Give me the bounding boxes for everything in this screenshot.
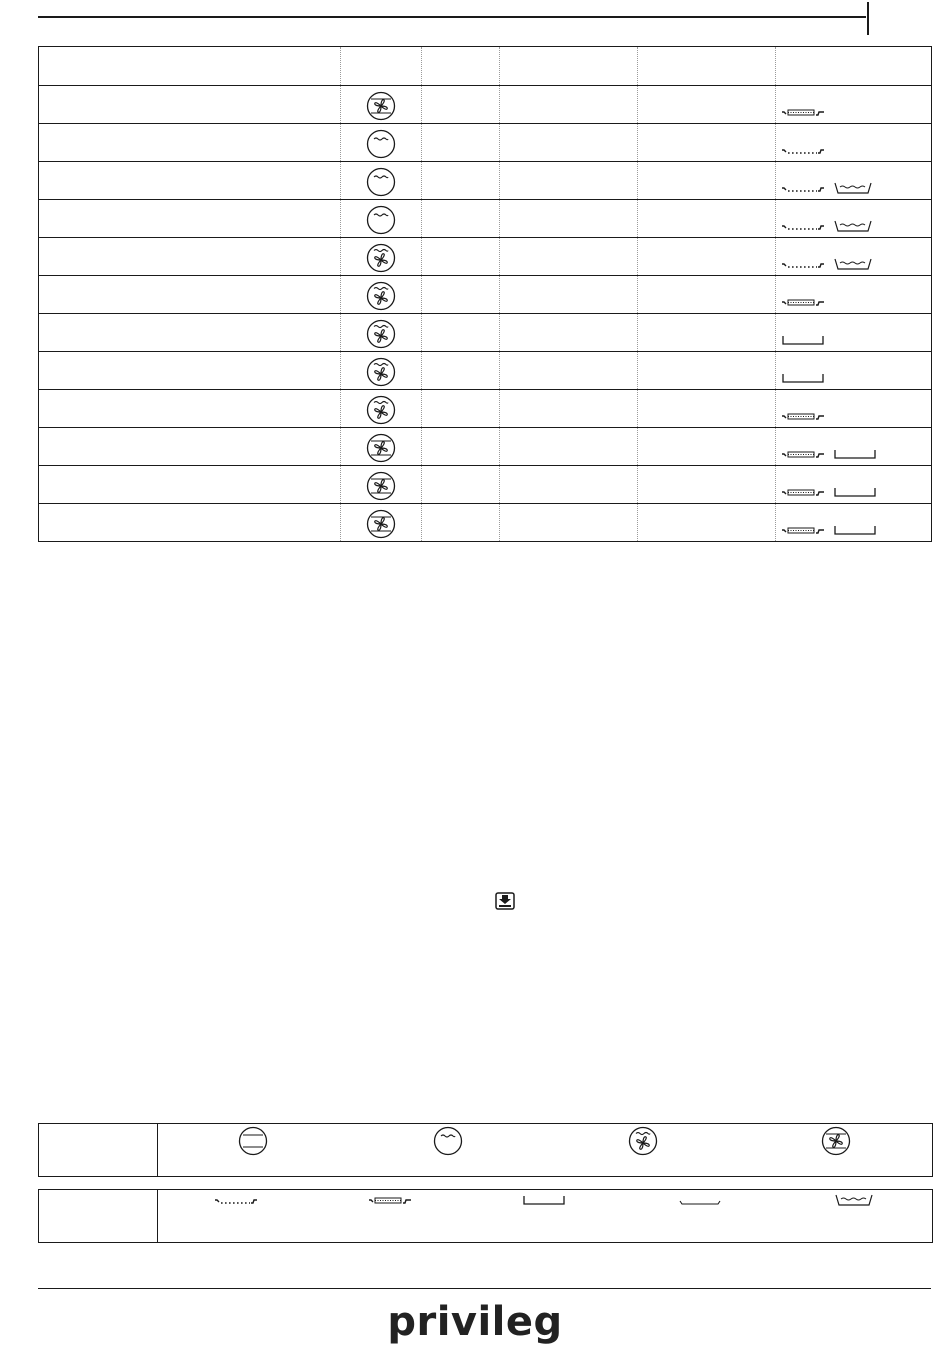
grill-fan-icon <box>366 395 396 425</box>
grill-rack-icon <box>368 1192 412 1208</box>
table-cell <box>638 466 776 504</box>
legend-functions <box>38 1123 933 1177</box>
grill-rack-icon <box>781 522 825 538</box>
legend-functions-cell <box>158 1124 933 1177</box>
table-cell <box>422 466 500 504</box>
conventional-fan-icon <box>366 91 396 121</box>
grill-rack-icon <box>781 104 825 120</box>
table-cell <box>39 86 341 124</box>
table-cell <box>422 390 500 428</box>
cooking-function-table <box>38 46 932 542</box>
baking-tray-icon <box>781 332 825 348</box>
baking-tray-icon <box>833 484 877 500</box>
table-cell <box>638 314 776 352</box>
accessory-group <box>781 254 873 272</box>
table-cell <box>39 200 341 238</box>
table-row <box>39 428 932 466</box>
grill-fan-icon <box>366 281 396 311</box>
footer-rule <box>38 1288 931 1289</box>
table-cell <box>39 124 341 162</box>
table-row <box>39 314 932 352</box>
table-cell <box>341 200 422 238</box>
table-cell <box>341 238 422 276</box>
grill-rack-icon <box>781 294 825 310</box>
drip-tray-icon <box>833 180 873 196</box>
table-cell <box>638 162 776 200</box>
accessory-group <box>781 520 877 538</box>
legend-item <box>834 1192 874 1213</box>
table-row <box>39 238 932 276</box>
top-heat-icon <box>366 205 396 235</box>
legend-item <box>238 1126 268 1161</box>
header-tick <box>867 2 869 35</box>
table-cell <box>39 352 341 390</box>
table-cell <box>638 504 776 542</box>
table-cell <box>500 428 638 466</box>
grill-rack-icon <box>781 484 825 500</box>
top-heat-icon <box>366 129 396 159</box>
drip-tray-icon <box>833 256 873 272</box>
wire-shelf-icon <box>781 180 825 196</box>
table-cell <box>776 466 932 504</box>
table-row <box>39 504 932 542</box>
baking-tray-icon <box>781 370 825 386</box>
table-cell <box>776 390 932 428</box>
baking-tray-icon <box>833 446 877 462</box>
baking-tray-icon <box>833 522 877 538</box>
table-cell <box>341 390 422 428</box>
table-cell <box>500 314 638 352</box>
table-row <box>39 200 932 238</box>
accessory-group <box>781 444 877 462</box>
table-row <box>39 86 932 124</box>
table-cell <box>500 124 638 162</box>
brand-logo: privileg <box>387 1299 563 1345</box>
legend-item <box>628 1126 658 1161</box>
table-cell <box>422 352 500 390</box>
table-cell <box>39 276 341 314</box>
table-header-row <box>39 47 932 86</box>
legend-accessories <box>38 1189 933 1243</box>
table-cell <box>500 504 638 542</box>
table-cell <box>776 504 932 542</box>
legend-item <box>433 1126 463 1161</box>
table-cell <box>341 276 422 314</box>
table-cell <box>39 314 341 352</box>
table-cell <box>39 466 341 504</box>
table-cell <box>776 352 932 390</box>
table-cell <box>422 238 500 276</box>
table-cell <box>422 428 500 466</box>
conventional-fan-icon <box>366 471 396 501</box>
table-cell <box>776 86 932 124</box>
accessory-group <box>781 406 825 424</box>
legend-accessories-cell <box>158 1190 933 1243</box>
table-cell <box>422 276 500 314</box>
table-cell <box>341 162 422 200</box>
table-cell <box>341 86 422 124</box>
top-heat-icon <box>366 167 396 197</box>
table-cell <box>638 86 776 124</box>
table-cell <box>39 504 341 542</box>
wire-shelf-icon <box>214 1192 258 1208</box>
wire-shelf-icon <box>781 218 825 234</box>
table-cell <box>500 466 638 504</box>
drip-tray-icon <box>833 218 873 234</box>
table-cell <box>638 238 776 276</box>
legend-label-cell <box>39 1190 158 1243</box>
table-cell <box>341 466 422 504</box>
table-row <box>39 390 932 428</box>
accessory-group <box>781 292 825 310</box>
table-cell <box>422 504 500 542</box>
legend-item <box>368 1192 412 1213</box>
table-cell <box>638 124 776 162</box>
table-cell <box>500 276 638 314</box>
accessory-group <box>781 330 825 348</box>
table-cell <box>39 428 341 466</box>
table-cell <box>500 162 638 200</box>
conventional-fan-icon <box>366 509 396 539</box>
grill-rack-icon <box>781 408 825 424</box>
table-cell <box>638 428 776 466</box>
conventional-icon <box>238 1126 268 1156</box>
table-cell <box>341 428 422 466</box>
table-cell <box>638 390 776 428</box>
table-cell <box>422 124 500 162</box>
grill-fan-icon <box>366 243 396 273</box>
legend-item <box>678 1192 722 1213</box>
table-cell <box>341 504 422 542</box>
wire-shelf-icon <box>781 142 825 158</box>
table-cell <box>776 200 932 238</box>
accessory-group <box>781 102 825 120</box>
table-row <box>39 162 932 200</box>
legend-label-cell <box>39 1124 158 1177</box>
drip-tray-icon <box>834 1192 874 1208</box>
table-cell <box>638 200 776 238</box>
table-cell <box>39 162 341 200</box>
top-heat-icon <box>433 1126 463 1156</box>
accessory-group <box>781 368 825 386</box>
table-row <box>39 352 932 390</box>
table-cell <box>776 162 932 200</box>
download-icon[interactable] <box>495 892 515 910</box>
accessory-group <box>781 482 877 500</box>
table-cell <box>776 238 932 276</box>
legend-item <box>214 1192 258 1213</box>
legend-item <box>522 1192 566 1213</box>
table-cell <box>638 352 776 390</box>
accessory-group <box>781 140 825 158</box>
table-cell <box>39 390 341 428</box>
table-cell <box>341 124 422 162</box>
legend-item <box>821 1126 851 1161</box>
grill-fan-icon <box>366 319 396 349</box>
table-cell <box>422 86 500 124</box>
table-cell <box>422 200 500 238</box>
header-rule <box>38 16 866 18</box>
table-cell <box>500 238 638 276</box>
table-cell <box>500 352 638 390</box>
table-cell <box>500 86 638 124</box>
table-cell <box>422 314 500 352</box>
conventional-fan-icon <box>366 433 396 463</box>
table-cell <box>500 390 638 428</box>
table-row <box>39 276 932 314</box>
table-cell <box>500 200 638 238</box>
shallow-tray-icon <box>678 1192 722 1208</box>
grill-rack-icon <box>781 446 825 462</box>
table-cell <box>776 314 932 352</box>
table-cell <box>638 276 776 314</box>
table-cell <box>776 428 932 466</box>
accessory-group <box>781 178 873 196</box>
grill-fan-icon <box>366 357 396 387</box>
baking-tray-icon <box>522 1192 566 1208</box>
table-cell <box>776 124 932 162</box>
table-cell <box>39 238 341 276</box>
table-row <box>39 466 932 504</box>
grill-fan-icon <box>628 1126 658 1156</box>
wire-shelf-icon <box>781 256 825 272</box>
table-cell <box>341 314 422 352</box>
conventional-fan-icon <box>821 1126 851 1156</box>
table-cell <box>776 276 932 314</box>
table-cell <box>341 352 422 390</box>
table-cell <box>422 162 500 200</box>
accessory-group <box>781 216 873 234</box>
table-row <box>39 124 932 162</box>
